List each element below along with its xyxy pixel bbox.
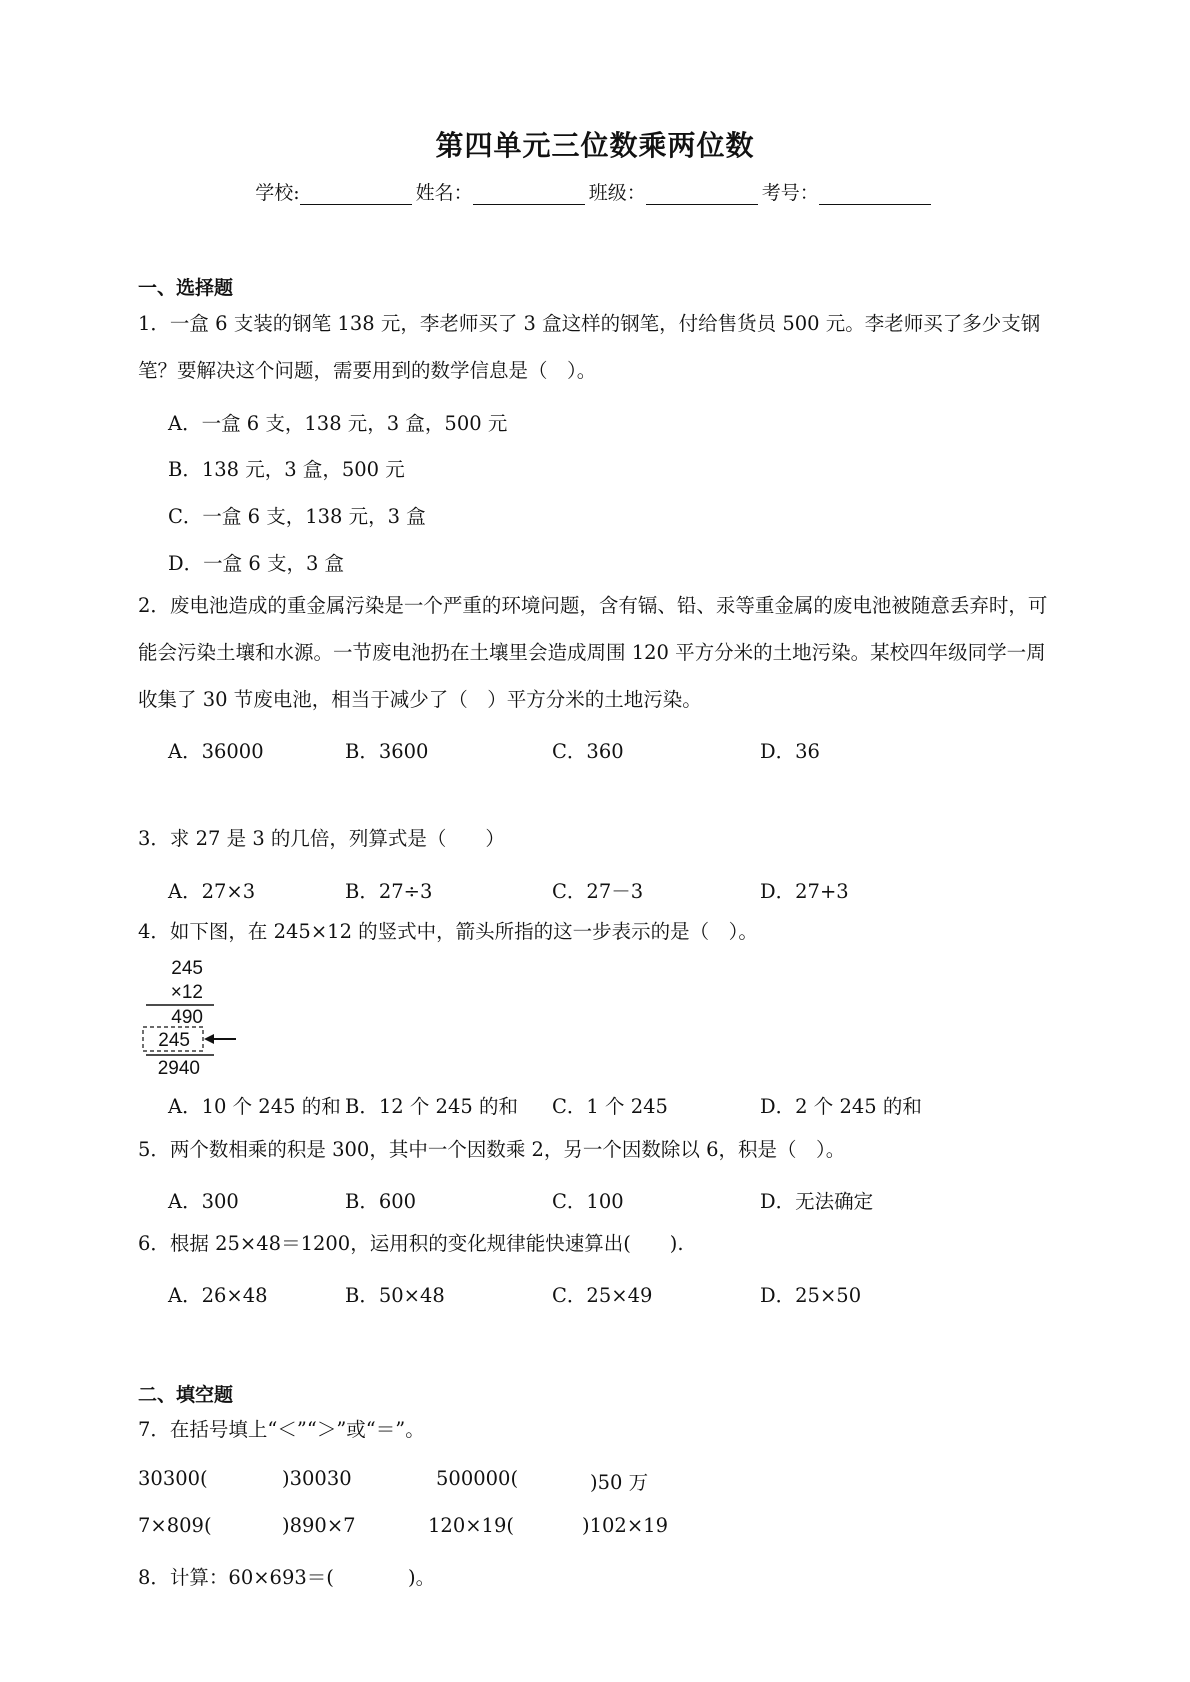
q3-option-d[interactable]: D．27+3 bbox=[760, 880, 849, 903]
q3-option-c[interactable]: C．27－3 bbox=[552, 880, 644, 903]
q7-row2-a-right: )890×7 bbox=[282, 1514, 356, 1537]
question-1: 1．一盒 6 支装的钢笔 138 元，李老师买了 3 盒这样的钢笔，付给售货员 500 元。李老师买了多少支钢笔？要解决这个问题，需要用到的数学信息是（ ）。 bbox=[138, 312, 1041, 382]
q5-option-d[interactable]: D．无法确定 bbox=[760, 1190, 874, 1213]
q4-option-b[interactable]: B．12 个 245 的和 bbox=[345, 1095, 518, 1118]
q7-row1-b-left: 500000( bbox=[436, 1467, 519, 1490]
q1-option-b[interactable]: B．138 元，3 盒，500 元 bbox=[168, 458, 405, 481]
class-blank[interactable] bbox=[646, 184, 758, 205]
q2-option-b[interactable]: B．3600 bbox=[345, 740, 429, 763]
q1-option-d[interactable]: D．一盒 6 支，3 盒 bbox=[168, 552, 345, 575]
q7-row2-b-right: )102×19 bbox=[582, 1514, 668, 1537]
q7-row2-b-left: 120×19( bbox=[428, 1514, 514, 1537]
figure-partial-490: 490 bbox=[171, 1007, 203, 1028]
q2-option-d[interactable]: D．36 bbox=[760, 740, 820, 763]
q3-option-b[interactable]: B．27÷3 bbox=[345, 880, 433, 903]
figure-product: 2940 bbox=[157, 1058, 200, 1077]
q7-row1-b-right: )50 万 bbox=[590, 1471, 649, 1494]
student-info-row bbox=[0, 178, 1190, 205]
q3-option-a[interactable]: A．27×3 bbox=[168, 880, 256, 903]
exam-no-blank[interactable] bbox=[819, 184, 931, 205]
page-title: 第四单元三位数乘两位数 bbox=[435, 129, 755, 162]
section-fill-heading: 二、填空题 bbox=[138, 1384, 234, 1406]
figure-arrow-icon bbox=[204, 1034, 214, 1044]
q6-option-d[interactable]: D．25×50 bbox=[760, 1284, 862, 1307]
q1-option-a[interactable]: A．一盒 6 支，138 元，3 盒，500 元 bbox=[168, 412, 508, 435]
question-2: 2．废电池造成的重金属污染是一个严重的环境问题，含有镉、铅、汞等重金属的废电池被随意丢弃时，可能会污染土壤和水源。一节废电池扔在土壤里会造成周围 120 平方分米的土地污染。某校四年级同学一周收集了 30 节废电池，相当于减少了（ ）平方分米的土地污染。 bbox=[138, 594, 1048, 711]
q7-row1-a-left: 30300( bbox=[138, 1467, 208, 1490]
q2-option-c[interactable]: C．360 bbox=[552, 740, 624, 763]
vertical-multiplication-figure bbox=[138, 955, 248, 1082]
question-8: 8．计算：60×693＝( bbox=[138, 1566, 334, 1589]
figure-multiplier: ×12 bbox=[170, 982, 203, 1003]
figure-multiplicand: 245 bbox=[171, 958, 203, 979]
school-label: 学校: bbox=[255, 182, 300, 204]
question-6: 6．根据 25×48＝1200，运用积的变化规律能快速算出( ). bbox=[138, 1232, 684, 1255]
q4-option-d[interactable]: D．2 个 245 的和 bbox=[760, 1095, 922, 1118]
q7-row1-a-right: )30030 bbox=[282, 1467, 352, 1490]
question-8-tail: )。 bbox=[408, 1566, 436, 1589]
q2-option-a[interactable]: A．36000 bbox=[168, 740, 264, 763]
name-blank[interactable] bbox=[473, 184, 585, 205]
exam-no-label: 考号： bbox=[761, 182, 819, 204]
q4-option-a[interactable]: A．10 个 245 的和 bbox=[168, 1095, 341, 1118]
q6-option-c[interactable]: C．25×49 bbox=[552, 1284, 653, 1307]
q7-row2-a-left: 7×809( bbox=[138, 1514, 212, 1537]
q5-option-a[interactable]: A．300 bbox=[168, 1190, 239, 1213]
figure-partial-245: 245 bbox=[158, 1030, 190, 1051]
q1-option-c[interactable]: C．一盒 6 支，138 元，3 盒 bbox=[168, 505, 426, 528]
section-choice-heading: 一、选择题 bbox=[138, 277, 234, 299]
q4-option-c[interactable]: C．1 个 245 bbox=[552, 1095, 668, 1118]
question-3: 3．求 27 是 3 的几倍，列算式是（ ） bbox=[138, 827, 505, 850]
q5-option-b[interactable]: B．600 bbox=[345, 1190, 417, 1213]
school-blank[interactable] bbox=[300, 184, 412, 205]
class-label: 班级： bbox=[588, 182, 646, 204]
q6-option-a[interactable]: A．26×48 bbox=[168, 1284, 268, 1307]
q6-option-b[interactable]: B．50×48 bbox=[345, 1284, 445, 1307]
question-5: 5．两个数相乘的积是 300，其中一个因数乘 2，另一个因数除以 6，积是（ ）。 bbox=[138, 1138, 846, 1161]
question-7: 7．在括号填上“＜”“＞”或“＝”。 bbox=[138, 1418, 425, 1441]
q5-option-c[interactable]: C．100 bbox=[552, 1190, 624, 1213]
question-4: 4．如下图，在 245×12 的竖式中，箭头所指的这一步表示的是（ ）。 bbox=[138, 920, 758, 943]
name-label: 姓名： bbox=[415, 182, 473, 204]
